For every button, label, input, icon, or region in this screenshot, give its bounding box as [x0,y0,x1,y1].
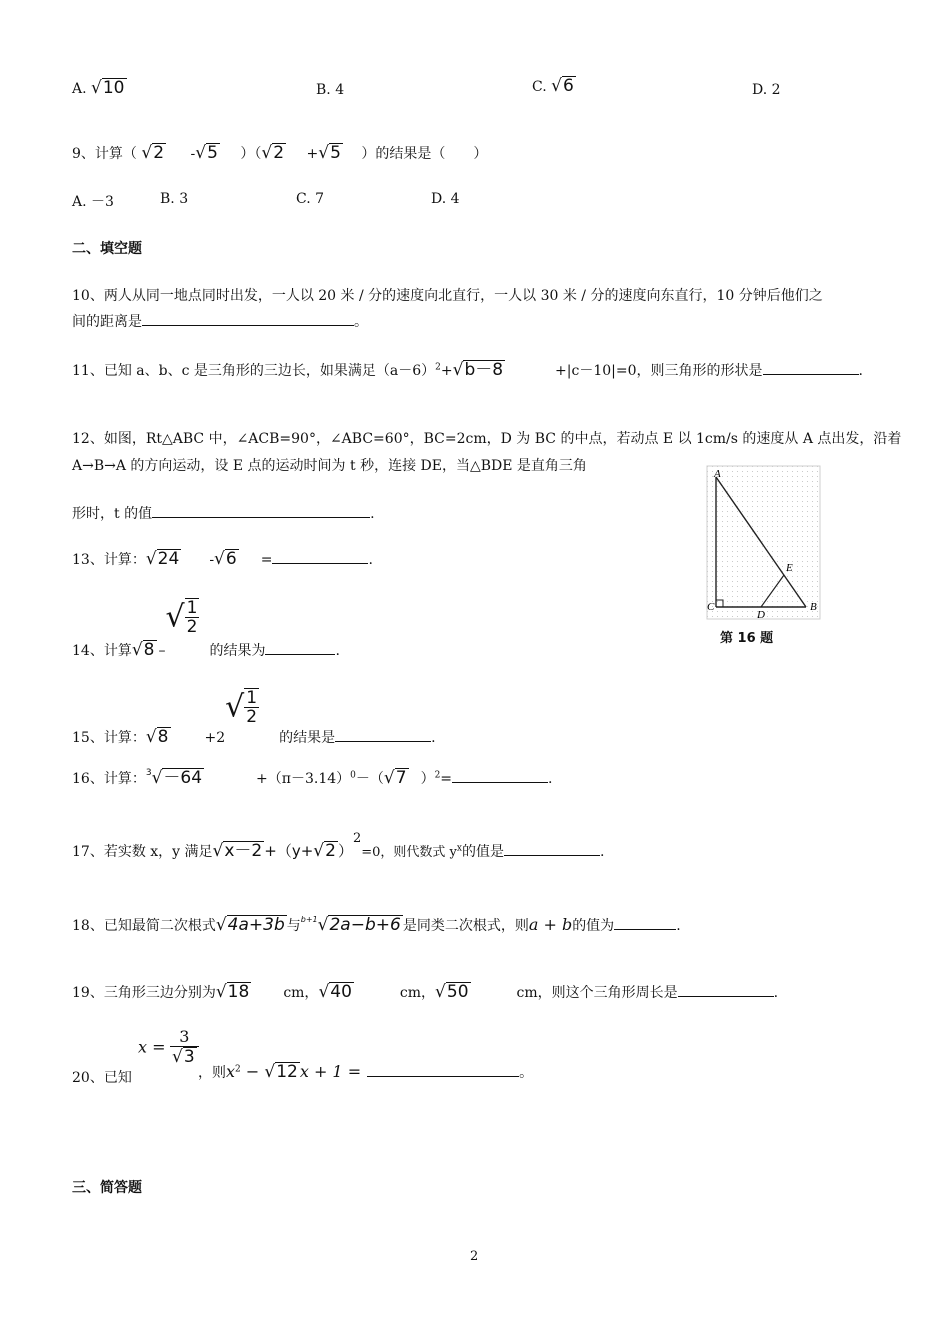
q13-radical-2: √6 [214,549,237,569]
section-3-title: 三、简答题 [72,1180,142,1196]
q8-option-a [72,78,127,98]
point-d-label: D [757,609,765,621]
q12-line-1: 12、如图，Rt△ABC 中，∠ACB=90°，∠ABC=60°，BC=2cm，D 为 BC 的中点，若动点 E 以 1cm/s 的速度从 A 点出发，沿着 [72,431,902,447]
point-a-label: A [714,468,721,480]
q9-tail: ）的结果是（ ） [361,146,488,162]
q13-radical-1: √24 [145,549,180,569]
q20-lead: 20、已知 [72,1070,132,1086]
q9-option-c: C. 7 [296,191,325,207]
q10-answer-blank[interactable] [142,311,354,326]
q20-radical: √12 [264,1062,298,1082]
q14-radical-fraction: √ $\frac{1}{2}$ [165,598,198,637]
question-17: 17、若实数 x，y 满足√x－2 +（y+√2 ）2=0，则代数式 $y^x$的值是 . [72,831,605,861]
q9-radical-3: √2 [261,143,285,163]
q9-radical-4: √5 [318,143,341,163]
q14-radical-1: √8 [131,640,155,660]
q11-answer-blank[interactable] [763,360,859,375]
section-2-title: 二、填空题 [72,241,142,257]
q18-answer-blank[interactable] [614,915,676,930]
figure-caption: 第 16 题 [720,631,774,646]
page-number: 2 [470,1249,479,1264]
q20-answer-blank[interactable] [367,1062,519,1077]
q9-mid: ）（ [240,146,262,162]
point-c-label: C [707,601,715,613]
q16-cube-root: $^3$√－64 [145,768,203,788]
question-14: 14、计算√8 –√ $\frac{1}{2}$ 的结果为 . [72,598,340,660]
q19-answer-blank[interactable] [678,982,774,997]
q19-radical-3: √50 [435,982,469,1002]
question-11: 11、已知 a、b、c 是三角形的三边长，如果满足$(a-6)^2+√b-8 +|c-10|=0$，则三角形的形状是 . [72,360,863,380]
q9-option-d: D. 4 [431,191,460,207]
q17-answer-blank[interactable] [504,841,600,856]
q20-x-definition: x = $\frac{3}{√3}$ [138,1028,199,1066]
q12-line-2: A→B→A 的方向运动，设 E 点的运动时间为 t 秒，连接 DE，当△BDE 是直角三角 [72,458,587,474]
q20-fraction: $\frac{3}{√3}$ [170,1028,199,1066]
q9-lead: 9、计算（ [72,146,137,162]
q8-a-radical: √10 [91,78,125,98]
q15-radical-1: √8 [145,727,169,747]
q17-radical-2: √2 [313,841,336,861]
q8-c-label: C. [532,79,547,95]
q20-expression: ，则$x^2 - √12$ x + 1 = 。 [198,1062,534,1082]
q8-option-b: B. 4 [316,82,345,98]
question-9 [72,143,487,163]
q18-radical-2: $^{b+1}$√2a−b+6 [300,915,401,935]
q9-option-b: B. 3 [160,191,189,207]
q12-line-3: 形时，t 的值 . [72,503,375,523]
q8-a-label: A. [72,81,87,97]
q16-radical-2: √7 [383,768,407,788]
question-19: 19、三角形三边分别为√18 cm，√40 cm，√50 cm，则这个三角形周长是 . [72,982,779,1002]
q11-radical: √b－8 [452,360,504,380]
point-e-label: E [786,562,793,574]
q9-plus: + [306,146,319,162]
point-b-label: B [810,601,817,613]
question-18: 18、已知最简二次根式√4a+3b 与$^{b+1}$√2a−b+6 是同类二次根式，则a + b的值为 . [72,915,681,935]
question-15: 15、计算：√8 +2√ $\frac{1}{2}$ 的结果是 . [72,688,436,747]
q12-answer-blank[interactable] [152,503,370,518]
q14-answer-blank[interactable] [265,640,335,655]
q9-radical-1: √2 [141,143,165,163]
q8-option-d: D. 2 [752,82,781,98]
q15-answer-blank[interactable] [335,727,431,742]
triangle-figure [706,465,822,621]
q8-option-c [532,76,576,96]
q8-c-radical: √6 [551,76,574,96]
q19-radical-1: √18 [215,982,250,1002]
q9-radical-2: √5 [195,143,218,163]
q9-minus: - [190,146,196,162]
question-13: 13、计算：√24 -√6 = . [72,549,373,569]
q15-radical-fraction: √ $\frac{1}{2}$ [225,688,258,727]
q10-line-1: 10、两人从同一地点同时出发，一人以 20 米 / 分的速度向北直行，一人以 30 米 / 分的速度向东直行，10 分钟后他们之 [72,288,823,304]
q16-answer-blank[interactable] [452,768,548,783]
q9-option-a: A. －3 [72,194,114,210]
q17-radical-1: √x－2 [212,841,263,861]
q18-radical-1: √4a+3b [215,915,285,935]
q13-answer-blank[interactable] [272,549,368,564]
q10-line-2: 间的距离是 。 [72,311,368,331]
question-16: 16、计算：$^3√-64 +(\pi-3.14)^0-(√7$ ）$^2$= . [72,768,553,788]
q19-radical-2: √40 [318,982,352,1002]
